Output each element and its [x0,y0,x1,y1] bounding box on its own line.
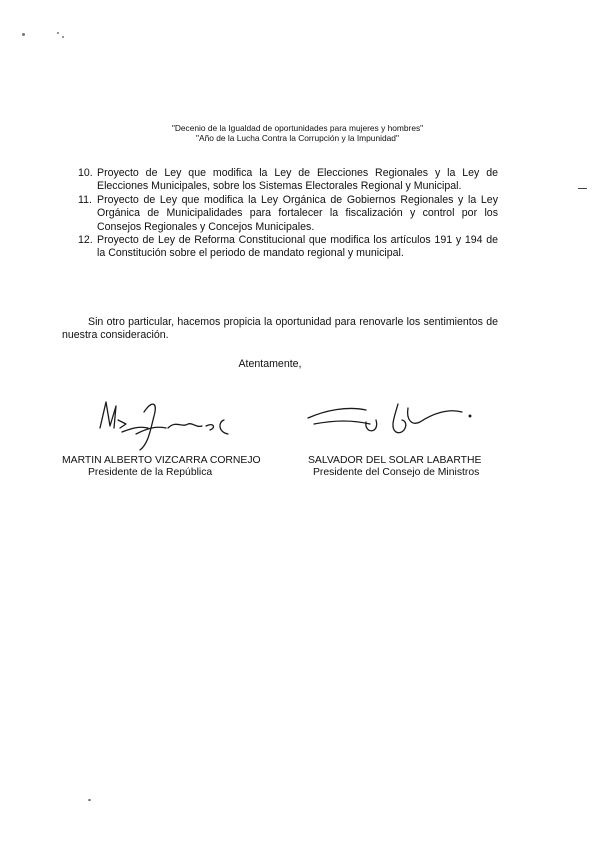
bill-list [78,167,498,261]
regards-line: Atentamente, [238,358,302,370]
item-text: Proyecto de Ley de Reforma Constitucional que modifica los artículos 191 y 194 de la Constitución sobre el periodo de mandato regional y municipal. [97,234,498,260]
header-decade-line: "Decenio de la Igualdad de oportunidades para mujeres y hombres" [171,123,424,133]
item-number: 12. [78,234,93,247]
scan-speck [88,799,91,801]
scan-speck [62,36,64,38]
closing-paragraph: Sin otro particular, hacemos propicia la oportunidad para renovarle los sentimientos de nuestra consideración. [62,315,498,341]
item-number: 10. [78,167,93,179]
header-year-line: "Año de la Lucha Contra la Corrupción y la Impunidad" [196,133,399,143]
document-header [0,123,595,143]
item-number: 11. [78,193,92,206]
list-item [78,194,498,234]
item-text: Proyecto de Ley que modifica la Ley de Elecciones Regionales y la Ley de Elecciones Municipales, sobre los Sistemas Electorales Regional y Municipal. [97,167,498,193]
margin-mark [578,188,587,189]
scan-speck [22,33,25,36]
signature-del-solar [300,396,480,444]
signatory-role: Presidente del Consejo de Ministros [313,467,480,478]
signatory-name: MARTIN ALBERTO VIZCARRA CORNEJO [62,455,261,466]
signatory-role: Presidente de la República [88,467,213,478]
signature-vizcarra [92,398,252,454]
list-item [78,234,498,261]
signatory-name: SALVADOR DEL SOLAR LABARTHE [308,455,482,466]
item-text: Proyecto de Ley que modifica la Ley Orgánica de Gobiernos Regionales y la Ley Orgánica de Municipalidades para fortalecer la fiscalización y control por los Consejos Regionales y Concejos Municipales. [97,193,498,233]
scan-speck [57,32,59,34]
list-item [78,167,498,194]
